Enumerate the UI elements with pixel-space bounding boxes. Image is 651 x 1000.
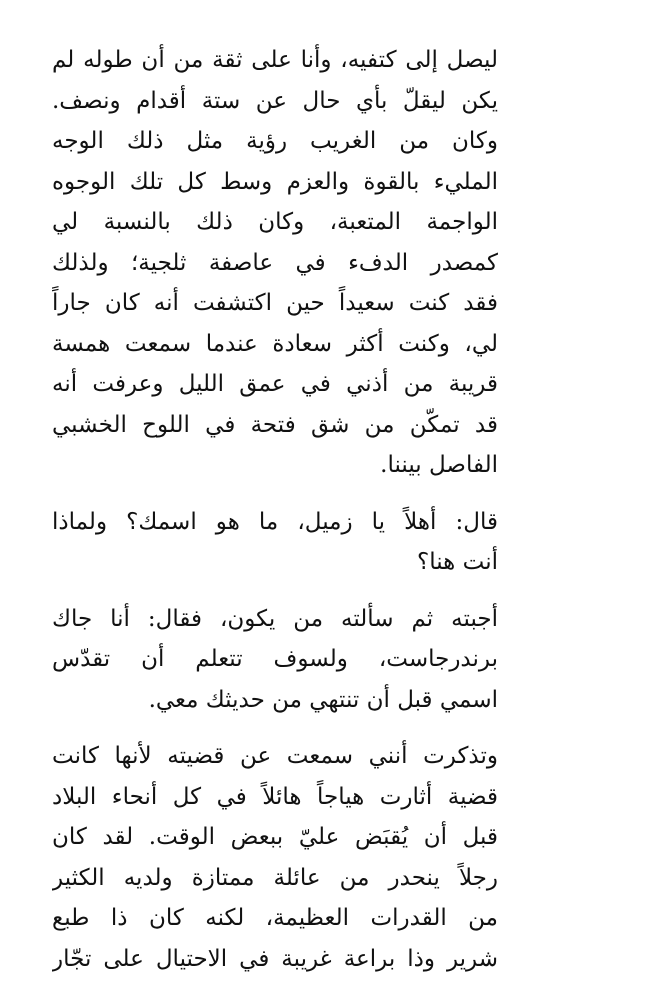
text-line: فقد كنت سعيداً حين اكتشفت أنه كان جاراً: [52, 290, 498, 316]
text-line: قضية أثارت هياجاً هائلاً في كل أنحاء البلاد: [52, 783, 498, 810]
text-line: وتذكرت أنني سمعت عن قضيته لأنها كانت: [52, 743, 498, 769]
text-line: الواجمة المتعبة، وكان ذلك بالنسبة لي: [52, 209, 498, 235]
book-page: [52, 40, 498, 979]
text-line: اسمي قبل أن تنتهي من حديثك معي.: [148, 686, 498, 713]
text-line: قريبة من أذني في عمق الليل وعرفت أنه: [52, 371, 498, 397]
text-line: ليصل إلى كتفيه، وأنا على ثقة من أن طوله لم: [52, 47, 498, 73]
text-line: شرير وذا براعة غريبة في الاحتيال على تجّار: [52, 945, 498, 972]
text-line: قال: أهلاً يا زميل، ما هو اسمك؟ ولماذا: [52, 508, 498, 535]
paragraph-2: [52, 502, 498, 583]
paragraph-1: [52, 40, 498, 486]
text-line: لي، وكنت أكثر سعادة عندما سمعت همسة: [52, 330, 498, 357]
text-line: برندرجاست، ولسوف تتعلم أن تقدّس: [52, 646, 498, 672]
text-line: من القدرات العظيمة، لكنه كان ذا طبع: [52, 905, 498, 931]
paragraph-4: [52, 736, 498, 979]
text-line: المليء بالقوة والعزم وسط كل تلك الوجوه: [52, 168, 498, 195]
text-line: كمصدر الدفء في عاصفة ثلجية؛ ولذلك: [52, 249, 498, 276]
text-line: رجلاً ينحدر من عائلة ممتازة ولديه الكثير: [52, 864, 498, 891]
text-line: الفاصل بيننا.: [380, 452, 498, 478]
text-line: أنت هنا؟: [417, 549, 498, 575]
text-line: أجبته ثم سألته من يكون، فقال: أنا جاك: [52, 605, 498, 632]
paragraph-3: [52, 599, 498, 721]
text-line: قد تمكّن من شق فتحة في اللوح الخشبي: [52, 411, 498, 438]
text-line: يكن ليقلّ بأي حال عن ستة أقدام ونصف.: [52, 87, 498, 114]
text-line: وكان من الغريب رؤية مثل ذلك الوجه: [52, 128, 498, 154]
text-line: قبل أن يُقبَض عليّ ببعض الوقت. لقد كان: [52, 824, 498, 850]
